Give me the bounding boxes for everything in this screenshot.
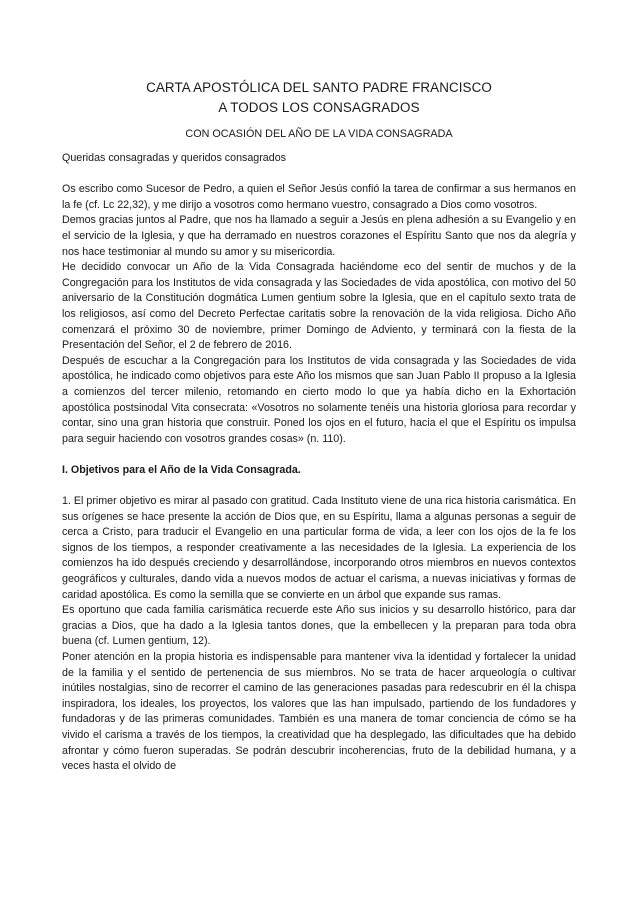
document-title [62, 78, 576, 118]
document-subtitle: CON OCASIÓN DEL AÑO DE LA VIDA CONSAGRADA [185, 128, 453, 140]
document-body [62, 78, 576, 775]
salutation: Queridas consagradas y queridos consagrados [62, 152, 286, 164]
intro-paragraph-2: Demos gracias juntos al Padre, que nos ha llamado a seguir a Jesús en plena adhesión a su Evangelio y en el servicio de la Iglesia, y que ha derramado en nuestros corazones el Espíritu Santo que nos da alegría y nos hace testimoniar al mundo su amor y su misericordia. [62, 214, 576, 258]
intro-paragraph-3: He decidido convocar un Año de la Vida Consagrada haciéndome eco del sentir de muchos y de la Congregación para los Institutos de vida consagrada y las Sociedades de vida apostólica, con motivo del 50 aniversario de la Constitución dogmática Lumen gentium sobre la Iglesia, que en el capítulo sexto trata de los religiosos, así como del Decreto Perfectae caritatis sobre la renovación de la vida religiosa. Dicho Año comenzará el próximo 30 de noviembre, primer Domingo de Adviento, y terminará con la fiesta de la Presentación del Señor, el 2 de febrero de 2016. [62, 261, 576, 352]
title-line-1: CARTA APOSTÓLICA DEL SANTO PADRE FRANCISCO [146, 80, 492, 95]
intro-paragraph-1: Os escribo como Sucesor de Pedro, a quien el Señor Jesús confió la tarea de confirmar a sus hermanos en la fe (cf. Lc 22,32), y me dirijo a vosotros como hermano vuestro, consagrado a Dios como vosotros. [62, 183, 576, 211]
section-paragraph-1: 1. El primer objetivo es mirar al pasado con gratitud. Cada Instituto viene de una rica historia carismática. En sus orígenes se hace presente la acción de Dios que, en su Espíritu, llama a algunas personas a seguir de cerca a Cristo, para traducir el Evangelio en una particular forma de vida, a leer con los ojos de la fe los signos de los tiempos, a responder creativamente a las necesidades de la Iglesia. La experiencia de los comienzos ha ido después creciendo y desarrollándose, incorporando otros miembros en nuevos contextos geográficos y culturales, dando vida a nuevos modos de actuar el carisma, a nuevas iniciativas y formas de caridad apostólica. Es como la semilla que se convierte en un árbol que expande sus ramas. [62, 495, 576, 601]
title-line-2: A TODOS LOS CONSAGRADOS [218, 100, 420, 115]
section-paragraph-3: Poner atención en la propia historia es indispensable para mantener viva la identidad y fortalecer la unidad de la familia y el sentido de pertenencia de sus miembros. No se trata de hacer arqueología o cultivar inútiles nostalgias, sino de recorrer el camino de las generaciones pasadas para redescubrir en él la chispa inspiradora, los ideales, los proyectos, los valores que las han impulsado, partiendo de los fundadores y fundadoras y de las primeras comunidades. También es una manera de tomar conciencia de cómo se ha vivido el carisma a través de los tiempos, la creatividad que ha desplegado, las dificultades que ha debido afrontar y cómo fueron superadas. Se podrán descubrir incoherencias, fruto de la debilidad humana, y a veces hasta el olvido de [62, 651, 576, 773]
section-paragraph-2: Es oportuno que cada familia carismática recuerde este Año sus inicios y su desarrollo histórico, para dar gracias a Dios, que ha dado a la Iglesia tantos dones, que la embellecen y la preparan para toda obra buena (cf. Lumen gentium, 12). [62, 604, 576, 648]
section-heading: I. Objetivos para el Año de la Vida Consagrada. [62, 463, 301, 476]
intro-paragraph-4: Después de escuchar a la Congregación para los Institutos de vida consagrada y las Sociedades de vida apostólica, he indicado como objetivos para este Año los mismos que san Juan Pablo II propuso a la Iglesia a comienzos del tercer milenio, retomando en cierto modo lo que ya había dicho en la Exhortación apostólica postsinodal Vita consecrata: «Vosotros no solamente tenéis una historia gloriosa para recordar y contar, sino una gran historia que construir. Poned los ojos en el futuro, hacia el que el Espíritu os impulsa para seguir haciendo con vosotros grandes cosas» (n. 110). [62, 354, 576, 445]
